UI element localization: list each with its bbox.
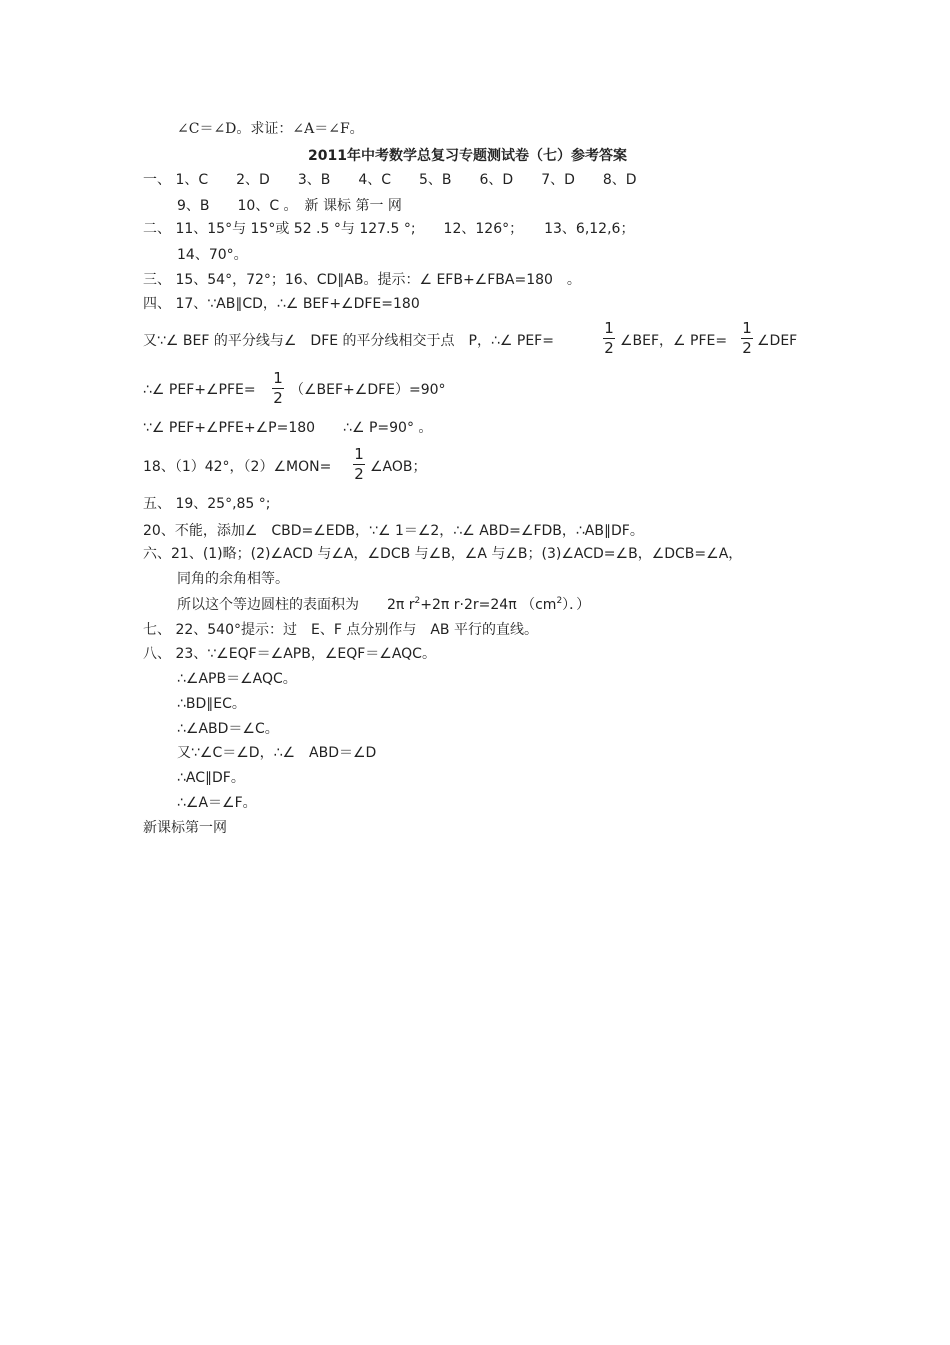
- fraction-one-half: [272, 370, 284, 407]
- section-2-answers: 二、 11、15°与 15°或 52 .5 °与 127.5 °; 12、126°； 13、6,12,6；: [143, 221, 635, 237]
- section-2-answers-cont: 14、70°。: [177, 247, 248, 263]
- fraction-numerator: 1: [273, 369, 283, 387]
- section-6-q21: 六、21、(1)略；(2)∠ACD 与∠A，∠DCB 与∠B，∠A 与∠B；(3)∠ACD=∠B，∠DCB=∠A，: [143, 546, 743, 562]
- fraction-one-half: [741, 320, 753, 357]
- cylinder-area-line: [177, 596, 590, 614]
- exponent-2: 2: [556, 596, 563, 606]
- fraction-denominator: 2: [273, 389, 283, 407]
- q17-bisector-line: 又∵∠ BEF 的平分线与∠ DFE 的平分线相交于点 P，∴∠ PEF=: [143, 333, 554, 349]
- cylinder-area-text-3: ）．）: [562, 597, 591, 613]
- q17-sum-line: ∴∠ PEF+∠PFE=: [143, 382, 256, 398]
- section-4-q17: 四、 17、∵AB∥CD，∴∠ BEF+∠DFE=180: [143, 296, 420, 312]
- q20-answer: 20、不能，添加∠ CBD=∠EDB，∵∠ 1＝∠2，∴∠ ABD=∠FDB，∴AB∥DF。: [143, 523, 644, 539]
- fraction-one-half: [353, 446, 365, 483]
- section-1-answers: 一、 1、C 2、D 3、B 4、C 5、B 6、D 7、D 8、D: [143, 172, 637, 188]
- fraction-numerator: 1: [354, 445, 364, 463]
- q17-conclusion: ∵∠ PEF+∠PFE+∠P=180 ∴∠ P=90° 。: [143, 420, 433, 436]
- fraction-numerator: 1: [742, 319, 752, 337]
- q17-bisector-line-end: ∠DEF: [757, 333, 798, 349]
- exponent-2: 2: [414, 596, 421, 606]
- q23-step-1: ∴∠APB＝∠AQC。: [177, 671, 297, 687]
- q17-bisector-line-mid: ∠BEF，∠ PFE=: [620, 333, 728, 349]
- section-5-q19: 五、 19、25°,85 °;: [143, 496, 271, 512]
- page-title: 2011年中考数学总复习专题测试卷（七）参考答案: [308, 148, 627, 164]
- proof-statement-line: ∠C＝∠D。求证：∠A＝∠F。: [177, 121, 364, 137]
- q18-answer: 18、（1）42°，（2）∠MON=: [143, 459, 332, 475]
- q23-step-6: ∴∠A＝∠F。: [177, 795, 257, 811]
- fraction-numerator: 1: [604, 319, 614, 337]
- q17-sum-line-end: （∠BEF+∠DFE）=90°: [290, 382, 446, 398]
- cylinder-area-text-2: +2π r·2r=24π （cm: [420, 597, 557, 613]
- section-7-q22: 七、 22、540°提示：过 E、F 点分别作与 AB 平行的直线。: [143, 622, 538, 638]
- section-3-answers: 三、 15、54°，72°；16、CD∥AB。提示：∠ EFB+∠FBA=180 。: [143, 272, 581, 288]
- q23-step-3: ∴∠ABD＝∠C。: [177, 721, 279, 737]
- q23-step-4: 又∵∠C＝∠D，∴∠ ABD＝∠D: [177, 745, 377, 761]
- fraction-denominator: 2: [604, 339, 614, 357]
- section-8-q23: 八、 23、∵∠EQF＝∠APB，∠EQF＝∠AQC。: [143, 646, 436, 662]
- q21-answer-cont: 同角的余角相等。: [177, 571, 289, 587]
- fraction-denominator: 2: [354, 465, 364, 483]
- q23-step-2: ∴BD∥EC。: [177, 696, 246, 712]
- section-1-answers-cont: 9、B 10、C 。 新 课标 第一 网: [177, 198, 402, 214]
- fraction-one-half: [603, 320, 615, 357]
- footer-watermark-text: 新课标第一网: [143, 820, 227, 836]
- q23-step-5: ∴AC∥DF。: [177, 770, 245, 786]
- fraction-denominator: 2: [742, 339, 752, 357]
- cylinder-area-text-1: 所以这个等边圆柱的表面积为 2π r: [177, 597, 415, 613]
- q18-answer-end: ∠AOB；: [370, 459, 427, 475]
